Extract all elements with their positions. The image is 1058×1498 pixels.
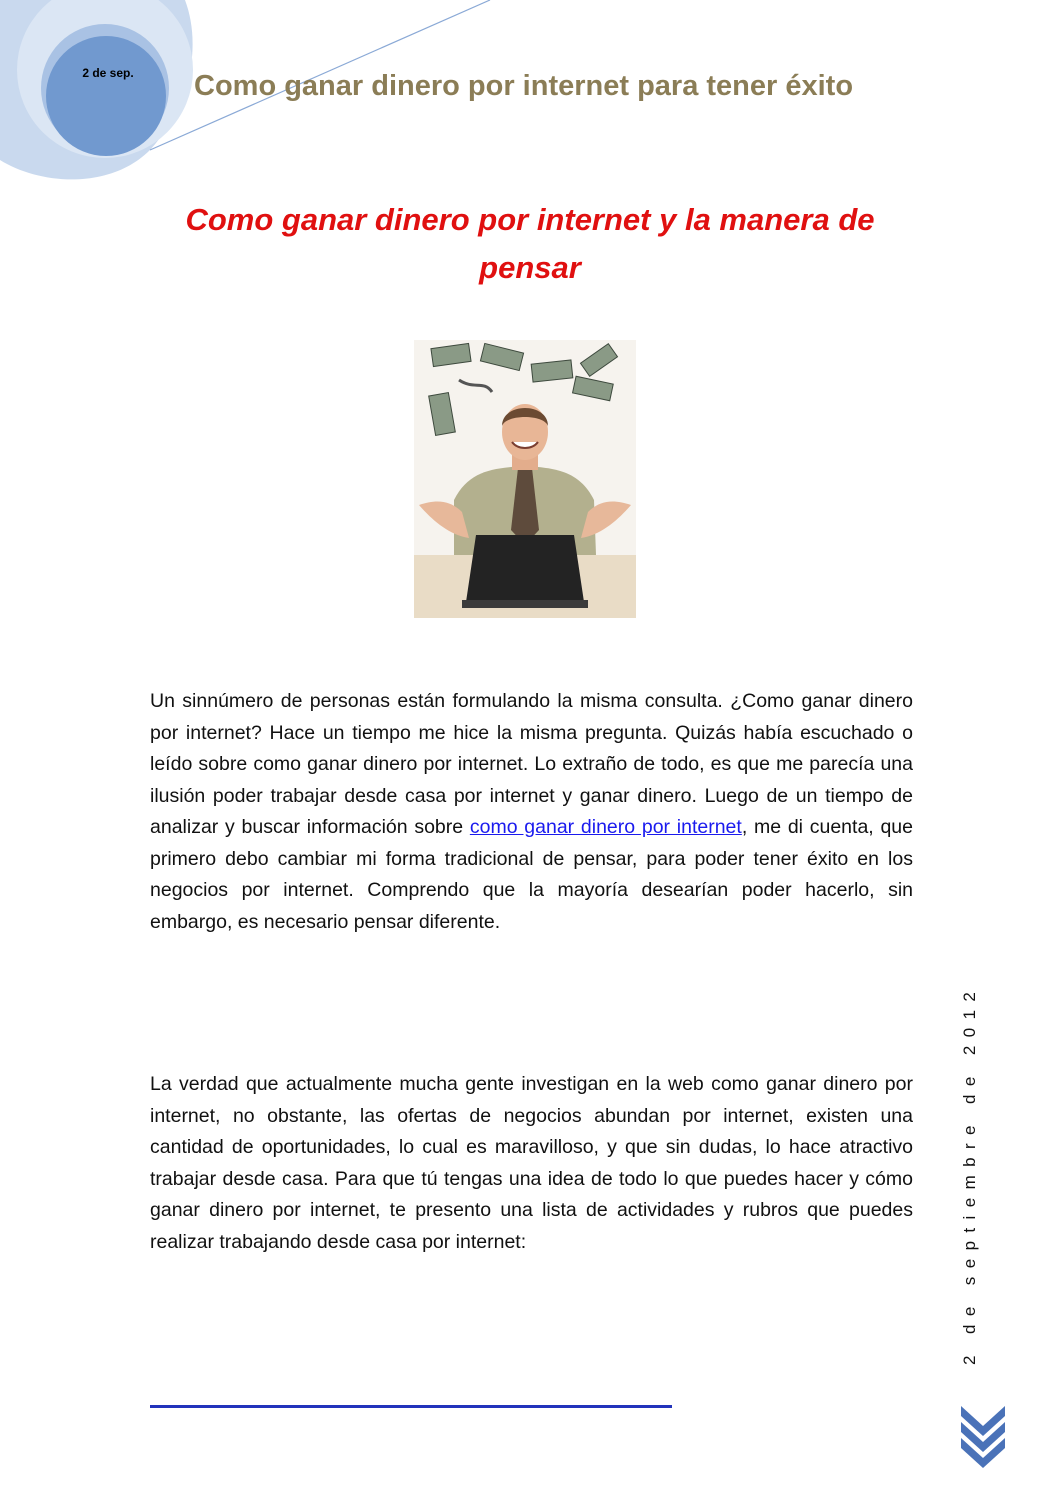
header-title: Como ganar dinero por internet para tener éxito <box>194 70 854 102</box>
article-title-line-2: pensar <box>479 250 581 285</box>
paragraph-intro-text-2: , me di cuenta, que primero debo cambiar mi forma tradicional de pensar, para poder tener éxito en los negocios por internet. Comprendo que la mayoría desearían poder hacerlo, sin embargo, es necesario pensar diferente. <box>150 816 913 933</box>
vertical-date: 2 de septiembre de 2012 <box>960 983 979 1365</box>
footnote-separator <box>150 1405 672 1408</box>
paragraph-intro <box>150 686 913 938</box>
paragraph-intro-text-1: Un sinnúmero de personas están formulando la misma consulta. ¿Como ganar dinero por internet? Hace un tiempo me hice la misma pregunta. Quizás había escuchado o leído sobre como ganar dinero por internet. Lo extraño de todo, es que me parecía una ilusión poder trabajar desde casa por internet y ganar dinero. Luego de un tiempo de analizar y buscar información sobre <box>150 690 913 838</box>
double-chevron-down-icon[interactable] <box>958 1400 1008 1470</box>
article-title-line-1: Como ganar dinero por internet y la manera de <box>185 202 875 237</box>
article-title <box>150 196 910 292</box>
man-with-laptop-illustration <box>414 340 636 618</box>
date-badge: 2 de sep. <box>82 66 134 80</box>
paragraph-second: La verdad que actualmente mucha gente investigan en la web como ganar dinero por internet, no obstante, las ofertas de negocios abundan por internet, existen una cantidad de oportunidades, lo cual es maravilloso, y que sin dudas, lo hace atractivo trabajar desde casa. Para que tú tengas una idea de todo lo que puedes hacer y cómo ganar dinero por internet, te presento una lista de actividades y rubros que puedes realizar trabajando desde casa por internet: <box>150 1073 913 1253</box>
inline-link-como-ganar-dinero[interactable]: como ganar dinero por internet <box>469 816 742 838</box>
